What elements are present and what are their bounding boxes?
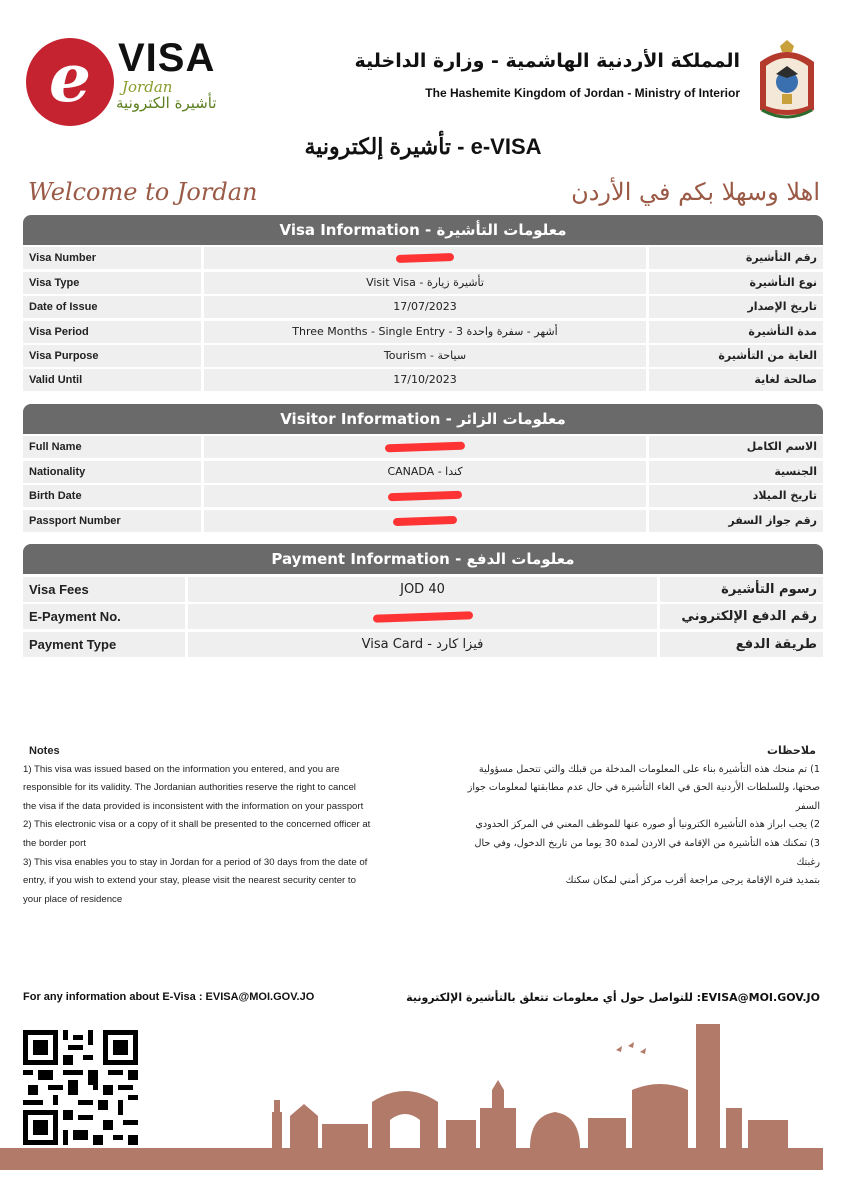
notes-line: صحتها، وللسلطات الأردنية الحق في الغاء التأشيرة في حال عدم مطابقتها لمعلومات جواز bbox=[467, 782, 820, 794]
section-heading: Visitor Information - معلومات الزائر bbox=[23, 404, 823, 434]
table-row bbox=[23, 345, 823, 367]
redaction-mark bbox=[388, 491, 462, 502]
notes-line: بتمديد فترة الإقامة يرجى مراجعة أقرب مركز أمني لمكان سكنك bbox=[565, 875, 820, 887]
table-row bbox=[23, 272, 823, 294]
row-label-ar: رقم التأشيرة bbox=[649, 247, 823, 269]
table-row bbox=[23, 247, 823, 269]
row-label-en: Visa Period bbox=[23, 321, 201, 343]
row-value: Visit Visa - تأشيرة زيارة bbox=[204, 272, 646, 294]
logo-tagline-ar: تأشيرة الكترونية bbox=[116, 94, 217, 112]
notes-line: السفر bbox=[795, 800, 820, 812]
row-label-ar: مدة التأشيرة bbox=[649, 321, 823, 343]
row-label-en: Visa Fees bbox=[23, 577, 185, 602]
notes-title-en: Notes bbox=[29, 745, 60, 757]
table-row bbox=[23, 485, 823, 507]
notes-line: responsible for its validity. The Jordanian authorities reserve the right to cancel bbox=[23, 782, 356, 794]
row-value: 17/07/2023 bbox=[204, 296, 646, 318]
row-value bbox=[188, 604, 657, 629]
row-label-en: Birth Date bbox=[23, 485, 201, 507]
row-value: JOD 40 bbox=[188, 577, 657, 602]
evisa-logo bbox=[26, 34, 236, 130]
row-label-ar: نوع التأشيرة bbox=[649, 272, 823, 294]
row-label-en: E-Payment No. bbox=[23, 604, 185, 629]
row-label-ar: طريقة الدفع bbox=[660, 632, 823, 657]
row-value: Three Months - Single Entry - 3 أشهر - سفرة واحدة bbox=[204, 321, 646, 343]
table-row bbox=[23, 632, 823, 657]
row-label-en: Visa Type bbox=[23, 272, 201, 294]
row-label-en: Nationality bbox=[23, 461, 201, 483]
row-label-en: Visa Purpose bbox=[23, 345, 201, 367]
jordan-skyline-illustration bbox=[260, 1020, 823, 1148]
row-label-en: Date of Issue bbox=[23, 296, 201, 318]
logo-tagline-en: Jordan bbox=[122, 78, 173, 96]
page-title: تأشيرة إلكترونية - e-VISA bbox=[304, 134, 542, 159]
visa-information-section bbox=[23, 215, 823, 391]
jordan-coat-of-arms-icon bbox=[752, 40, 822, 120]
row-value: Visa Card - فيزا كارد bbox=[188, 632, 657, 657]
table-row bbox=[23, 461, 823, 483]
section-heading: Visa Information - معلومات التأشيرة bbox=[23, 215, 823, 245]
table-row bbox=[23, 604, 823, 629]
notes-line: the visa if the data provided is inconsistent with the information on your passport bbox=[23, 800, 364, 812]
notes-line: 2) This electronic visa or a copy of it shall be presented to the concerned officer at bbox=[23, 819, 371, 831]
row-value bbox=[204, 510, 646, 532]
row-label-en: Full Name bbox=[23, 436, 201, 458]
contact-info-en: For any information about E-Visa : EVISA@MOI.GOV.JO bbox=[23, 991, 315, 1003]
notes-line: 2) يجب ابراز هذه التأشيرة الكترونيا أو صوره عنها للموظف المعني في المركز الحدودي bbox=[475, 819, 820, 831]
section-heading: Payment Information - معلومات الدفع bbox=[23, 544, 823, 574]
notes-line: 3) This visa enables you to stay in Jordan for a period of 30 days from the date of bbox=[23, 856, 368, 868]
table-row bbox=[23, 296, 823, 318]
welcome-text-ar: اهلا وسهلا بكم في الأردن bbox=[571, 178, 820, 206]
row-label-en: Visa Number bbox=[23, 247, 201, 269]
payment-information-section bbox=[23, 544, 823, 657]
row-value bbox=[204, 436, 646, 458]
qr-code bbox=[23, 1030, 138, 1145]
row-label-en: Valid Until bbox=[23, 369, 201, 391]
table-row bbox=[23, 369, 823, 391]
redaction-mark bbox=[385, 442, 465, 453]
footer-ground-band bbox=[0, 1148, 823, 1170]
row-label-en: Payment Type bbox=[23, 632, 185, 657]
row-value: Tourism - سياحة bbox=[204, 345, 646, 367]
table-row bbox=[23, 436, 823, 458]
ministry-title-ar: المملكة الأردنية الهاشمية - وزارة الداخلية bbox=[354, 50, 740, 72]
redaction-mark bbox=[396, 253, 454, 263]
row-label-ar: صالحة لغاية bbox=[649, 369, 823, 391]
contact-info-ar: للتواصل حول أي معلومات تتعلق بالتأشيرة الإلكترونية :EVISA@MOI.GOV.JO bbox=[406, 991, 820, 1004]
row-label-ar: رقم جواز السفر bbox=[649, 510, 823, 532]
row-label-ar: الغاية من التأشيرة bbox=[649, 345, 823, 367]
redaction-mark bbox=[372, 611, 472, 622]
row-value: 17/10/2023 bbox=[204, 369, 646, 391]
table-row bbox=[23, 510, 823, 532]
row-label-ar: تاريخ الميلاد bbox=[649, 485, 823, 507]
table-row bbox=[23, 577, 823, 602]
row-value bbox=[204, 247, 646, 269]
row-label-ar: تاريخ الإصدار bbox=[649, 296, 823, 318]
notes-line: entry, if you wish to extend your stay, please visit the nearest security center to bbox=[23, 875, 356, 887]
row-label-ar: رسوم التأشيرة bbox=[660, 577, 823, 602]
redaction-mark bbox=[393, 515, 457, 525]
row-value: CANADA - كندا bbox=[204, 461, 646, 483]
row-label-ar: الجنسية bbox=[649, 461, 823, 483]
notes-ar bbox=[450, 742, 820, 891]
notes-line: the border port bbox=[23, 837, 86, 849]
notes-line: 3) تمكنك هذه التأشيرة من الإقامة في الاردن لمدة 30 يوما من تاريخ الدخول، وفي حال رغبتك bbox=[474, 837, 820, 868]
notes-line: 1) This visa was issued based on the information you entered, and you are bbox=[23, 763, 340, 775]
notes-en bbox=[23, 742, 403, 909]
logo-name: VISA bbox=[118, 36, 216, 80]
notes-title-ar: ملاحظات bbox=[767, 744, 816, 757]
row-label-ar: رقم الدفع الإلكتروني bbox=[660, 604, 823, 629]
row-label-ar: الاسم الكامل bbox=[649, 436, 823, 458]
visitor-information-section bbox=[23, 404, 823, 532]
welcome-text-en: Welcome to Jordan bbox=[28, 178, 258, 206]
notes-line: 1) تم منحك هذه التأشيرة بناء على المعلومات المدخلة من قبلك والتي تتحمل مسؤولية bbox=[478, 763, 820, 775]
row-value bbox=[204, 485, 646, 507]
table-row bbox=[23, 321, 823, 343]
logo-mark: e bbox=[49, 39, 91, 117]
notes-line: your place of residence bbox=[23, 893, 123, 905]
row-label-en: Passport Number bbox=[23, 510, 201, 532]
ministry-title-en: The Hashemite Kingdom of Jordan - Ministry of Interior bbox=[425, 86, 740, 100]
